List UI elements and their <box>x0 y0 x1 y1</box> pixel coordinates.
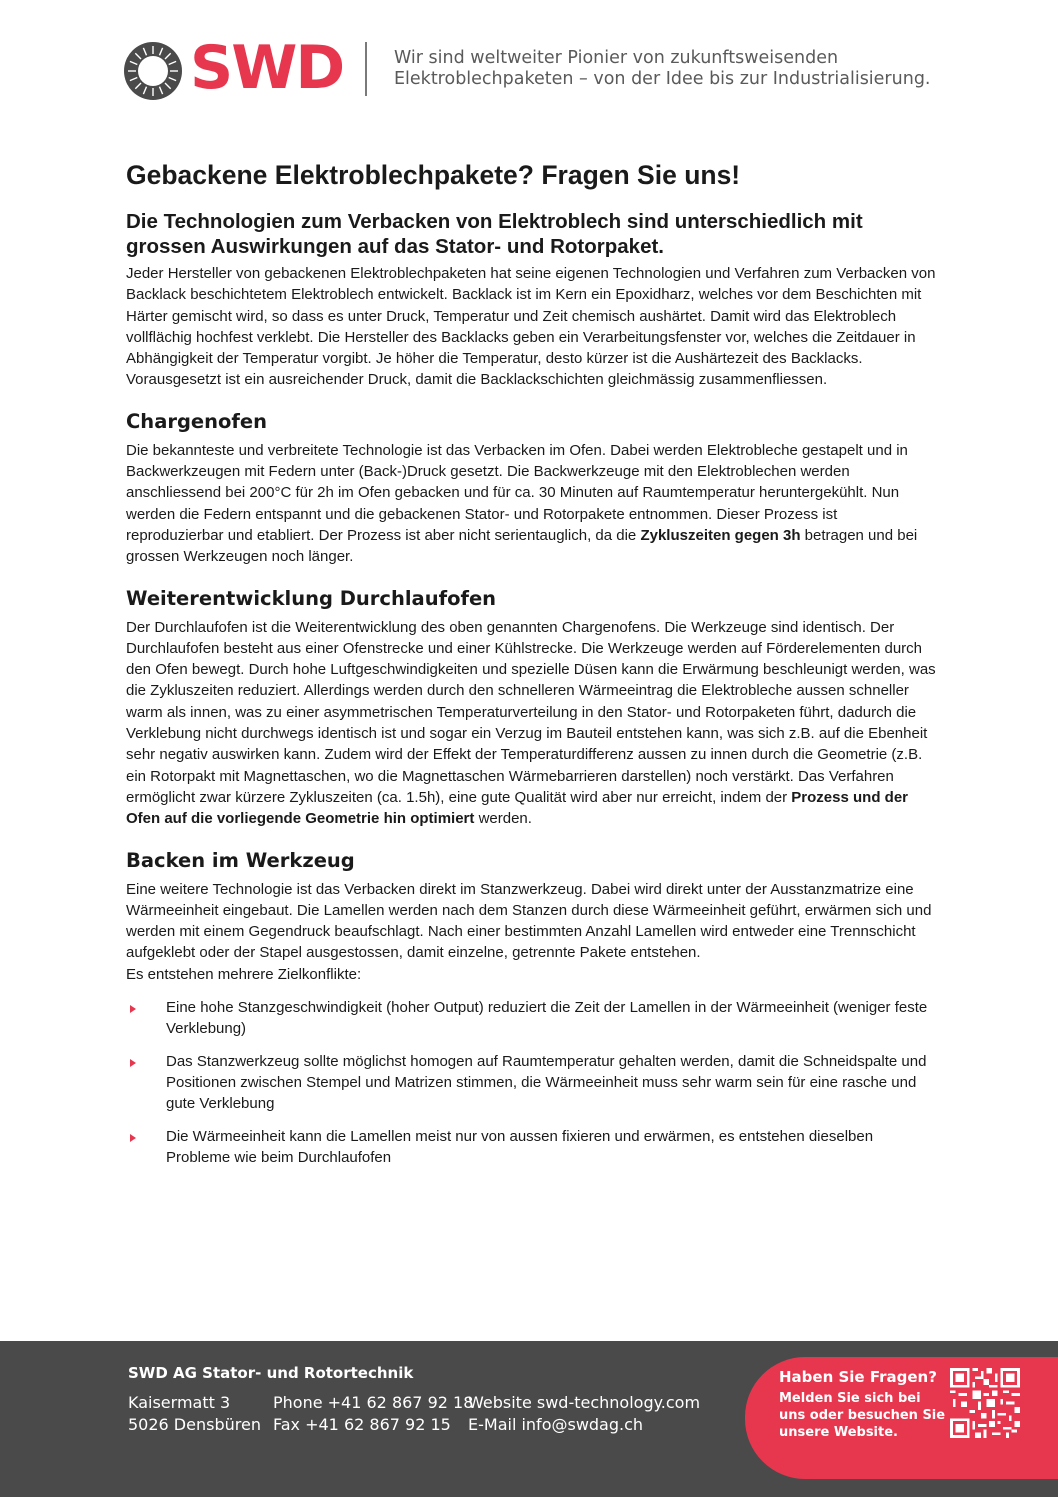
company-name: SWD AG Stator- und Rotortechnik <box>128 1364 414 1382</box>
zielkonflikte-list <box>126 997 936 1168</box>
list-item-text: Eine hohe Stanzgeschwindigkeit (hoher Output) reduziert die Zeit der Lamellen in der Wärmeeinheit (weniger feste Verklebung) <box>166 999 928 1038</box>
tagline <box>394 48 930 90</box>
list-item <box>126 997 936 1040</box>
durchlaufofen-text-bold: Prozess und der Ofen auf die vorliegende Geometrie hin optimiert <box>126 788 908 828</box>
lead-paragraph: Jeder Hersteller von gebackenen Elektroblechpaketen hat seine eigenen Technologien und Verfahren zum Verbacken von Backlack beschichtetem Elektroblech entwickelt. Backlack ist im Kern ein Epoxidharz, welches vor dem Beschichten mit Härter gemischt wird, so dass es unter Druck, Temperatur und Zeit chemisch aushärtet. Damit wird das Elektroblech vollflächig hochfest verklebt. Die Hersteller des Backlacks geben ein Verarbeitungsfenster vor, welches die Zeitdauer in Abhängigkeit der Temperatur vorgibt. Je höher die Temperatur, desto kürzer ist die Aushärtezeit des Backlacks. Vorausgesetzt ist ein ausreichender Druck, damit die Backlackschichten gleichmässig zusammenfliessen. <box>126 265 936 389</box>
list-item <box>126 1051 936 1115</box>
address-city: 5026 Densbüren <box>128 1415 261 1434</box>
list-item-text: Die Wärmeeinheit kann die Lamellen meist nur von aussen fixieren und erwärmen, es entstehen dieselben Probleme wie beim Durchlaufofen <box>166 1127 874 1166</box>
durchlaufofen-text-2: werden. <box>474 810 532 828</box>
chargenofen-text-bold: Zykluszeiten gegen 3h <box>640 526 801 544</box>
logo-wordmark: SWD <box>190 33 344 103</box>
werkzeug-intro: Es entstehen mehrere Zielkonflikte: <box>126 965 362 983</box>
page-header <box>122 33 942 103</box>
chargenofen-text-2: betragen und bei grossen Werkzeugen noch länger. <box>126 526 918 566</box>
page-footer <box>0 1341 1058 1497</box>
lead-heading: Die Technologien zum Verbacken von Elektroblech sind unterschiedlich mit grossen Auswirkungen auf das Stator- und Rotorpaket. <box>126 210 863 258</box>
cta-text: Melden Sie sich bei uns oder besuchen Sie unsere Website. <box>779 1391 946 1440</box>
swd-logo-icon <box>122 40 184 102</box>
phone-number: Phone +41 62 867 92 18 <box>273 1393 474 1412</box>
bullet-triangle-icon <box>130 1005 136 1013</box>
footer-web-mail <box>468 1392 700 1436</box>
footer-phone-fax <box>273 1392 473 1436</box>
main-content <box>126 158 936 1179</box>
section-heading-werkzeug: Backen im Werkzeug <box>126 848 355 872</box>
contact-cta <box>745 1357 1058 1479</box>
durchlaufofen-text-1: Der Durchlaufofen ist die Weiterentwicklung des oben genannten Chargenofens. Die Werkzeuge sind identisch. Der Durchlaufofen besteht aus einer Ofenstrecke und einer Kühlstrecke. Die Werkzeuge werden auf Förderelementen durch den Ofen bewegt. Durch hohe Luftgeschwindigkeiten und spezielle Düsen kann die Erwärmung beschleunigt werden, was die Zykluszeiten reduziert. Allerdings werden durch den schnelleren Wärmeeintrag die Elektrobleche aussen schneller warm als innen, was zu einer asymmetrischen Temperaturverteilung in den Stator- und Rotorpaketen führt, dadurch die Verklebung nicht durchwegs identisch ist und sogar ein Verzug im Bauteil entstehen kann, was sich z.B. auf die Ebenheit sehr negativ auswirken kann. Zudem wird der Effekt der Temperaturdifferenz aussen zu innen durch die Geometrie (z.B. ein Rotorpakt mit Magnettaschen, wo die Magnettaschen Wärmebarrieren darstellen) noch verstärkt. Das Verfahren ermöglicht zwar kürzere Zykluszeiten (ca. 1.5h), eine gute Qualität wird aber nur erreicht, indem der <box>126 618 936 806</box>
page-title: Gebackene Elektroblechpakete? Fragen Sie uns! <box>126 160 741 190</box>
section-heading-chargenofen: Chargenofen <box>126 409 268 433</box>
chargenofen-paragraph <box>126 440 936 568</box>
cta-title: Haben Sie Fragen? <box>779 1368 937 1386</box>
footer-address <box>128 1392 261 1436</box>
chargenofen-text-1: Die bekannteste und verbreitete Technologie ist das Verbacken im Ofen. Dabei werden Elektrobleche gestapelt und in Backwerkzeugen mit Federn unter (Back-)Druck gesetzt. Die Backwerkzeuge mit den Elektroblechen werden anschliessend bei 200°C für 2h im Ofen gebacken und für ca. 30 Minuten auf Raumtemperatur heruntergekühlt. Nun werden die Federn entspannt und die gebackenen Stator- und Rotorpakete entnommen. Dieser Prozess ist reproduzierbar und etabliert. Der Prozess ist aber nicht serientauglich, da die <box>126 441 908 544</box>
header-divider <box>365 42 367 96</box>
bullet-triangle-icon <box>130 1059 136 1067</box>
email-link[interactable]: E-Mail info@swdag.ch <box>468 1415 644 1434</box>
website-link[interactable]: Website swd-technology.com <box>468 1393 701 1412</box>
fax-number: Fax +41 62 867 92 15 <box>273 1415 451 1434</box>
section-heading-durchlaufofen: Weiterentwicklung Durchlaufofen <box>126 586 497 610</box>
qr-code-icon[interactable] <box>950 1368 1020 1438</box>
bullet-triangle-icon <box>130 1134 136 1142</box>
list-item-text: Das Stanzwerkzeug sollte möglichst homogen auf Raumtemperatur gehalten werden, damit die Schneidspalte und Positionen zwischen Stempel und Matrizen stimmen, die Wärmeeinheit muss sehr warm sein für eine rasche und gute Verklebung <box>166 1052 927 1113</box>
werkzeug-paragraph: Eine weitere Technologie ist das Verbacken direkt im Stanzwerkzeug. Dabei wird direkt unter der Ausstanzmatrize eine Wärmeeinheit eingebaut. Die Lamellen werden nach dem Stanzen durch diese Wärmeeinheit geführt, erwärmen sich und werden mit einem Gegendruck beaufschlagt. Nach einer bestimmten Anzahl Lamellen wird entweder eine Trennschicht aufgeklebt oder der Stapel ausgestossen, damit einzelne, getrennte Pakete entstehen. <box>126 880 932 962</box>
list-item <box>126 1126 936 1169</box>
tagline-line-1: Wir sind weltweiter Pionier von zukunftsweisenden <box>394 48 839 68</box>
durchlaufofen-paragraph <box>126 617 936 830</box>
address-street: Kaisermatt 3 <box>128 1393 231 1412</box>
tagline-line-2: Elektroblechpaketen – von der Idee bis zur Industrialisierung. <box>394 69 931 89</box>
